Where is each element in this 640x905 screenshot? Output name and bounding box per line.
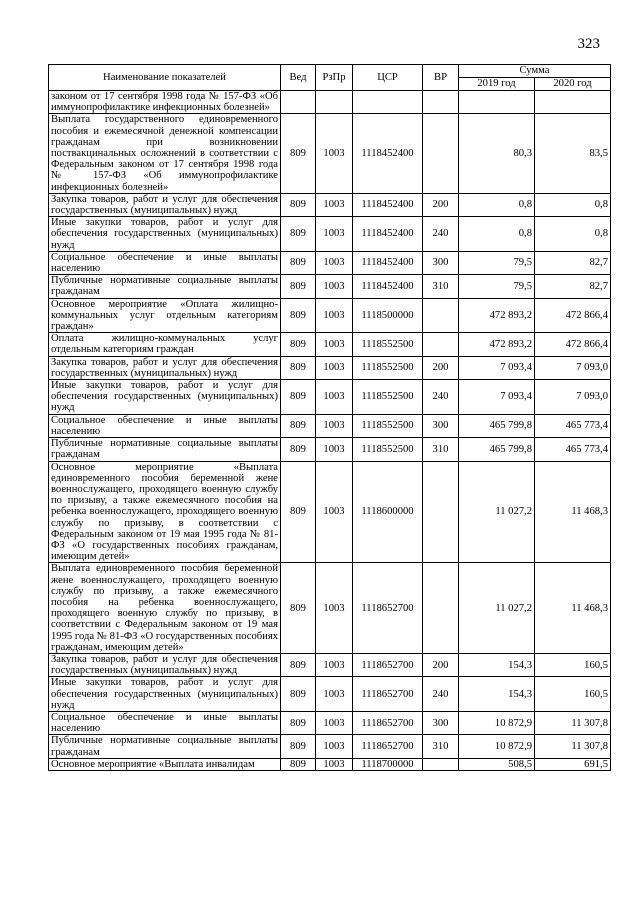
page-number: 323 (577, 36, 600, 52)
row-name: Выплата единовременного пособия беременной жене военнослужащего, проходящего военную службу по призыву, а также ежемесячного пособия на ребенка военнослужащего, проходящего военную службу по призыву, в соответствии с Федеральным законом от 19 мая 1995 года № 81-ФЗ «О государственных пособиях гражданам, имеющим детей» (49, 563, 281, 654)
header-2020: 2020 год (535, 78, 611, 91)
table-row (49, 333, 611, 356)
row-csr: 1118500000 (353, 298, 423, 333)
row-ved: 809 (281, 356, 316, 379)
row-name: Иные закупки товаров, работ и услуг для обеспечения государственных (муниципальных) нужд (49, 677, 281, 712)
row-ved (281, 91, 316, 114)
row-csr: 1118452400 (353, 114, 423, 193)
row-name: Публичные нормативные социальные выплаты гражданам (49, 735, 281, 758)
row-sum-2019: 7 093,4 (459, 356, 535, 379)
row-name: законом от 17 сентября 1998 года № 157-ФЗ «Об иммунопрофилактике инфекционных болезней» (49, 91, 281, 114)
row-sum-2020: 82,7 (535, 275, 611, 298)
row-sum-2020: 160,5 (535, 653, 611, 676)
row-csr: 1118700000 (353, 758, 423, 770)
row-ved: 809 (281, 677, 316, 712)
table-row (49, 677, 611, 712)
row-rzpr: 1003 (316, 677, 353, 712)
row-sum-2020: 465 773,4 (535, 414, 611, 437)
row-ved: 809 (281, 298, 316, 333)
row-vr: 200 (423, 193, 459, 216)
row-vr: 200 (423, 653, 459, 676)
row-sum-2019: 79,5 (459, 251, 535, 274)
header-csr: ЦСР (353, 65, 423, 91)
row-vr: 300 (423, 414, 459, 437)
header-vr: ВР (423, 65, 459, 91)
row-csr: 1118552500 (353, 380, 423, 415)
table-row (49, 380, 611, 415)
row-csr: 1118652700 (353, 563, 423, 654)
row-ved: 809 (281, 711, 316, 734)
row-ved: 809 (281, 193, 316, 216)
row-sum-2019: 154,3 (459, 653, 535, 676)
table-row (49, 414, 611, 437)
row-vr: 310 (423, 275, 459, 298)
row-rzpr (316, 91, 353, 114)
row-ved: 809 (281, 438, 316, 461)
row-csr: 1118652700 (353, 735, 423, 758)
row-ved: 809 (281, 758, 316, 770)
row-name: Основное мероприятие «Выплата инвалидам (49, 758, 281, 770)
row-csr: 1118652700 (353, 653, 423, 676)
row-vr: 300 (423, 251, 459, 274)
row-ved: 809 (281, 735, 316, 758)
row-ved: 809 (281, 217, 316, 252)
row-ved: 809 (281, 414, 316, 437)
row-name: Выплата государственного единовременного пособия и ежемесячной денежной компенсации гражданам при возникновении поствакцинальных осложнений в соответствии с Федеральным законом от 17 сентября 1998 года № 157-ФЗ «Об иммунопрофилактике инфекционных болезней» (49, 114, 281, 193)
row-name: Иные закупки товаров, работ и услуг для обеспечения государственных (муниципальных) нужд (49, 380, 281, 415)
row-rzpr: 1003 (316, 114, 353, 193)
row-csr: 1118552500 (353, 333, 423, 356)
row-ved: 809 (281, 251, 316, 274)
table-row (49, 653, 611, 676)
row-sum-2019: 0,8 (459, 217, 535, 252)
row-name: Закупка товаров, работ и услуг для обеспечения государственных (муниципальных) нужд (49, 356, 281, 379)
table-row (49, 758, 611, 770)
header-2019: 2019 год (459, 78, 535, 91)
row-rzpr: 1003 (316, 333, 353, 356)
row-sum-2019: 11 027,2 (459, 461, 535, 563)
row-sum-2019: 80,3 (459, 114, 535, 193)
row-sum-2020: 82,7 (535, 251, 611, 274)
row-sum-2020: 7 093,0 (535, 356, 611, 379)
row-vr (423, 91, 459, 114)
row-rzpr: 1003 (316, 414, 353, 437)
row-ved: 809 (281, 333, 316, 356)
table-row (49, 251, 611, 274)
row-vr (423, 563, 459, 654)
row-rzpr: 1003 (316, 438, 353, 461)
header-sum: Сумма (459, 65, 611, 78)
row-csr: 1118452400 (353, 193, 423, 216)
row-sum-2019: 465 799,8 (459, 414, 535, 437)
row-sum-2019: 0,8 (459, 193, 535, 216)
row-vr (423, 461, 459, 563)
table-body (49, 91, 611, 771)
row-sum-2019 (459, 91, 535, 114)
row-sum-2020: 160,5 (535, 677, 611, 712)
row-ved: 809 (281, 275, 316, 298)
row-vr: 310 (423, 735, 459, 758)
table-row (49, 114, 611, 193)
row-name: Социальное обеспечение и иные выплаты населению (49, 251, 281, 274)
row-name: Основное мероприятие «Выплата единовременного пособия беременной жене военнослужащего, проходящего военную службу по призыву, а также ежемесячного пособия на ребенка военнослужащего, проходящего военную службу по призыву, в соответствии с Федеральным законом от 19 мая 1995 года № 81-ФЗ «О государственных пособиях гражданам, имеющим детей» (49, 461, 281, 563)
row-sum-2019: 7 093,4 (459, 380, 535, 415)
row-sum-2019: 508,5 (459, 758, 535, 770)
row-csr (353, 91, 423, 114)
row-vr: 300 (423, 711, 459, 734)
row-sum-2020: 472 866,4 (535, 333, 611, 356)
row-vr: 240 (423, 217, 459, 252)
row-vr (423, 758, 459, 770)
row-sum-2019: 154,3 (459, 677, 535, 712)
row-ved: 809 (281, 653, 316, 676)
row-vr (423, 298, 459, 333)
row-csr: 1118452400 (353, 275, 423, 298)
row-sum-2020: 11 468,3 (535, 461, 611, 563)
row-ved: 809 (281, 380, 316, 415)
table-row (49, 193, 611, 216)
row-rzpr: 1003 (316, 251, 353, 274)
table-row (49, 91, 611, 114)
row-ved: 809 (281, 461, 316, 563)
row-name: Социальное обеспечение и иные выплаты населению (49, 711, 281, 734)
table-row (49, 563, 611, 654)
row-rzpr: 1003 (316, 461, 353, 563)
row-sum-2019: 10 872,9 (459, 711, 535, 734)
row-name: Оплата жилищно-коммунальных услуг отдельным категориям граждан (49, 333, 281, 356)
row-rzpr: 1003 (316, 298, 353, 333)
budget-table (48, 64, 611, 771)
table-row (49, 298, 611, 333)
table-row (49, 356, 611, 379)
row-csr: 1118600000 (353, 461, 423, 563)
row-ved: 809 (281, 114, 316, 193)
table-row (49, 711, 611, 734)
row-csr: 1118452400 (353, 251, 423, 274)
table-row (49, 735, 611, 758)
row-sum-2019: 11 027,2 (459, 563, 535, 654)
row-rzpr: 1003 (316, 735, 353, 758)
row-csr: 1118652700 (353, 677, 423, 712)
row-rzpr: 1003 (316, 653, 353, 676)
header-ved: Вед (281, 65, 316, 91)
row-sum-2020: 691,5 (535, 758, 611, 770)
row-rzpr: 1003 (316, 380, 353, 415)
row-sum-2020: 11 468,3 (535, 563, 611, 654)
row-sum-2020: 0,8 (535, 193, 611, 216)
row-sum-2020: 11 307,8 (535, 711, 611, 734)
row-rzpr: 1003 (316, 193, 353, 216)
table-row (49, 438, 611, 461)
row-ved: 809 (281, 563, 316, 654)
row-rzpr: 1003 (316, 563, 353, 654)
header-name: Наименование показателей (49, 65, 281, 91)
table-row (49, 461, 611, 563)
row-sum-2020: 472 866,4 (535, 298, 611, 333)
row-sum-2019: 79,5 (459, 275, 535, 298)
row-sum-2020: 465 773,4 (535, 438, 611, 461)
row-sum-2019: 10 872,9 (459, 735, 535, 758)
row-name: Социальное обеспечение и иные выплаты населению (49, 414, 281, 437)
row-csr: 1118652700 (353, 711, 423, 734)
row-vr: 240 (423, 677, 459, 712)
row-vr (423, 333, 459, 356)
row-rzpr: 1003 (316, 217, 353, 252)
row-rzpr: 1003 (316, 275, 353, 298)
table-header (49, 65, 611, 91)
row-csr: 1118452400 (353, 217, 423, 252)
row-csr: 1118552500 (353, 438, 423, 461)
row-sum-2020: 0,8 (535, 217, 611, 252)
table-row (49, 217, 611, 252)
row-name: Основное мероприятие «Оплата жилищно-коммунальных услуг отдельным категориям граждан» (49, 298, 281, 333)
row-name: Закупка товаров, работ и услуг для обеспечения государственных (муниципальных) нужд (49, 193, 281, 216)
row-rzpr: 1003 (316, 758, 353, 770)
row-vr: 240 (423, 380, 459, 415)
row-vr: 310 (423, 438, 459, 461)
row-sum-2020 (535, 91, 611, 114)
row-rzpr: 1003 (316, 356, 353, 379)
row-name: Закупка товаров, работ и услуг для обеспечения государственных (муниципальных) нужд (49, 653, 281, 676)
row-rzpr: 1003 (316, 711, 353, 734)
row-sum-2020: 11 307,8 (535, 735, 611, 758)
row-sum-2019: 472 893,2 (459, 298, 535, 333)
row-name: Иные закупки товаров, работ и услуг для обеспечения государственных (муниципальных) нужд (49, 217, 281, 252)
row-csr: 1118552500 (353, 356, 423, 379)
row-csr: 1118552500 (353, 414, 423, 437)
row-name: Публичные нормативные социальные выплаты гражданам (49, 438, 281, 461)
row-vr (423, 114, 459, 193)
row-sum-2020: 7 093,0 (535, 380, 611, 415)
row-vr: 200 (423, 356, 459, 379)
row-sum-2020: 83,5 (535, 114, 611, 193)
row-sum-2019: 465 799,8 (459, 438, 535, 461)
row-sum-2019: 472 893,2 (459, 333, 535, 356)
row-name: Публичные нормативные социальные выплаты гражданам (49, 275, 281, 298)
table-row (49, 275, 611, 298)
header-rzpr: РзПр (316, 65, 353, 91)
